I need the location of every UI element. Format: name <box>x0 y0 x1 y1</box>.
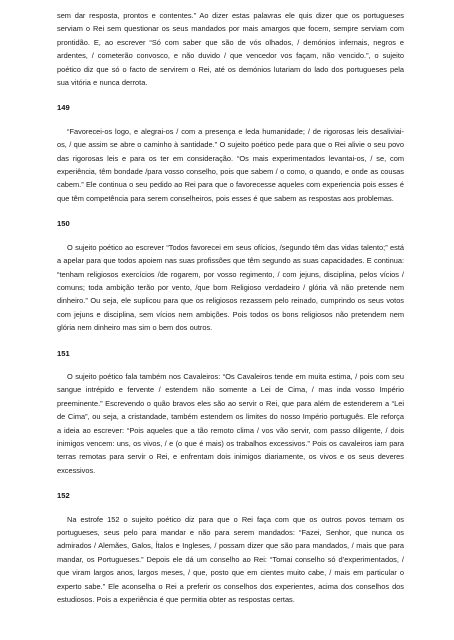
paragraph-continuation: sem dar resposta, prontos e contentes.” Ao dizer estas palavras ele quis dizer que os portugueses serviam o Rei sem questionar os seus mandados por mais amargos que focem, sempre serviam com prontidão. E, ao escrever “Só com saber que são de vós olhados, / demónios infernais, negros e ardentes, / cometerão convosco, e não duvido / que vencedor vos façam, não vencido.”, o sujeito poético diz que só o facto de servirem o Rei, até os demónios lutariam do lado dos portugueses pela sua vitória e nunca derrota. <box>57 11 404 88</box>
paragraph-152: Na estrofe 152 o sujeito poético diz para que o Rei faça com que os outros povos temam os portugueses, seus pelo para mandar e não para serem mandados: “Fazei, Senhor, que nunca os admirados / Alemães, Galos, Ítalos e Ingleses, / possam dizer que são para mandados, / mais que para mandar, os Portugueses.” Depois ele dá um conselho ao Rei: “Tomai conselho só d’experimentados, / que viram largos anos, largos meses, / que, posto que em cientes muito cabe, / mais em particular o experto sabe.” Ele aconselha o Rei a preferir os conselhos dos experientes, acima dos conselhos dos estudiosos. Pois a experiência é que permitia obter as respostas certas. <box>57 514 404 605</box>
stanza-heading-151: 151 <box>57 348 70 358</box>
stanza-heading-150: 150 <box>57 219 70 229</box>
paragraph-149: “Favorecei-os logo, e alegrai-os / com a presença e leda humanidade; / de rigorosas leis desaliviai-os, / que assim se abre o caminho à santidade.” O sujeito poético pede para que o Rei alivie o seu povo das rigorosas leis e para os ter em consideração. “Os mais experimentados levantai-os, / se, com experiência, têm bondade /para vosso conselho, pois que sabem / o como, o quando, e onde as cousas cabem.” Ele continua o seu pedido ao Rei para que o favorecesse aqueles com experiencia pois esses é que têm competência para serem conselheiros, pois esses é que sabem as respostas aos problemas. <box>57 126 404 203</box>
stanza-heading-152: 152 <box>57 491 70 501</box>
paragraph-151: O sujeito poético fala também nos Cavaleiros: “Os Cavaleiros tende em muita estima, / pois com seu sangue intrépido e fervente / estendem não somente a Lei de Cima, / mas inda vosso Império preeminente.” Escrevendo o quão bravos eles são ao servir o Rei, que para além de estenderem a “Lei de Cima”, ou seja, a cristandade, também estendem os limites do nosso Império português. Ele reforça a ideia ao escrever: “Pois aqueles que a tão remoto clima / vos vão servir, com passo diligente, / dois inimigos vencem: uns, os vivos, / e (o que é mais) os trabalhos excessivos.” Pois os cavaleiros iam para terras remotas para servir o Rei, e enfrentam dois inimigos diariamente, os vivos e os seus deveres excessivos. <box>57 371 404 475</box>
stanza-heading-149: 149 <box>57 103 70 113</box>
paragraph-150: O sujeito poético ao escrever “Todos favorecei em seus ofícios, /segundo têm das vidas talento;” está a apelar para que todos apoiem nas suas profissões que têm segundo as suas capacidades. E continua: “tenham religiosos exercícios /de rogarem, por vosso regimento, / com jejuns, disciplina, pelos vícios / comuns; toda ambição terão por vento, /que bom Religioso verdadeiro / glória vã não pretende nem dinheiro.” Ou seja, ele suplicou para que os religiosos rezassem pelo reinado, cumprindo os seus votos com jejuns e disciplina, sem vícios nem ambições. Pois todos os bons religiosos não pretendem nem glória nem dinheiro mas sim o bem dos outros. <box>57 242 404 333</box>
